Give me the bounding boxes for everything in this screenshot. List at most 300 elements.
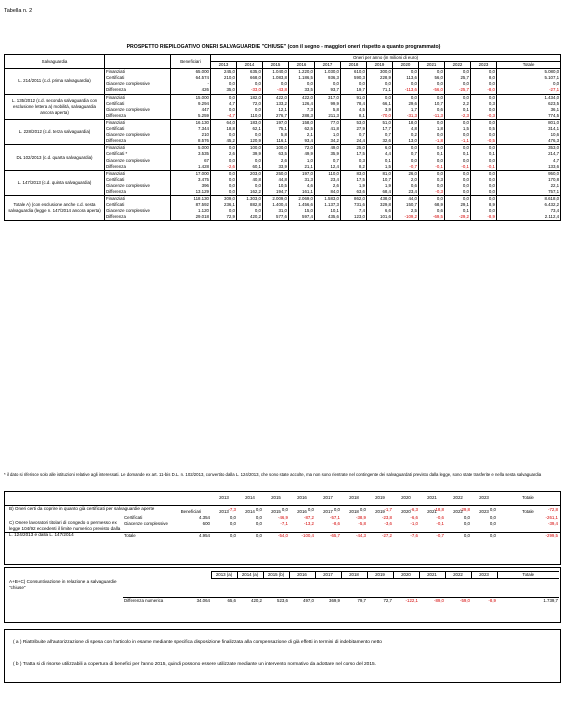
row-kind: Differenza numerica	[123, 597, 171, 604]
year-value: 0,0	[471, 177, 497, 183]
year-value: 6,0	[367, 145, 393, 152]
year-value: 0,0	[471, 145, 497, 152]
year-value: 51,0	[367, 119, 393, 126]
year-value: 228,9	[367, 75, 393, 81]
year-value: 0,0	[307, 507, 314, 513]
beneficiari-value: 5.259	[171, 113, 211, 120]
year-value: 77,0	[315, 119, 341, 126]
year-header: 2017	[323, 495, 333, 500]
section-c-table	[123, 509, 559, 539]
row-kind: Giacenze complessive	[124, 521, 168, 527]
year-value: 18,0	[393, 119, 419, 126]
total-value: 1.434,0	[544, 94, 560, 100]
year-value: 0,0	[445, 119, 471, 126]
beneficiari-value: 1.120	[171, 208, 211, 214]
row-kind: Finanziati	[105, 196, 171, 203]
year-value: 1.186,5	[289, 75, 315, 81]
year-value: 1,0	[289, 158, 315, 164]
year-value: -8,6	[332, 521, 340, 527]
total-value: 5.107,1	[544, 75, 560, 81]
year-value: 0,0	[419, 145, 445, 152]
year-value: 79,7	[341, 597, 367, 604]
table-row	[5, 145, 561, 152]
year-header: 2017	[315, 572, 341, 579]
year-value: 93,4	[289, 138, 315, 145]
year-value: 0,0	[419, 170, 445, 177]
year-value: 0,0	[393, 158, 419, 164]
main-table	[4, 54, 560, 472]
year-value: 0,0	[445, 69, 471, 76]
totale-header: Totale	[497, 62, 561, 69]
footnote: * il dato si riferisce solo alle istituzioni relative agli interessati. Le domande ex art. 11-bis D.L. n. 102/2013, convertito dalla L. 124/2013, che sono state accolte, ma non sono rientrate nel contingente dei salvaguardati previsto dalla legge, sono state trasferite e nella sesta salvaguardia	[4, 472, 542, 477]
year-value: 0,0	[489, 507, 496, 513]
year-value: 41,8	[315, 126, 341, 132]
year-value: 0,0	[445, 94, 471, 101]
total-value: 774,5	[497, 113, 561, 120]
section-b-label: B) Oneri certi da coprire in quanto già certificati per salvaguardie aperte	[9, 506, 155, 511]
year-value: 78,4	[341, 101, 367, 107]
total-value: 5.080,0	[544, 69, 560, 75]
total-value: -299,5	[545, 533, 558, 539]
year-value: 44,0	[393, 196, 419, 203]
table-row	[5, 94, 561, 101]
year-header: 2013	[211, 62, 237, 69]
year-value: -89,0	[419, 597, 445, 604]
beneficiari-value: 9.294	[171, 101, 211, 107]
year-value: 72,0	[237, 101, 263, 107]
year-value: 0,7	[393, 151, 419, 157]
year-value: 1,5	[445, 126, 471, 132]
section-d-label: A+B+C) Consuntivazione in relazione a salvaguardie "chiuse"	[9, 579, 117, 590]
year-value: 101,6	[367, 214, 393, 221]
row-kind: Certificati *	[105, 151, 171, 157]
year-value: 1,8	[419, 126, 445, 132]
total-value: 214,7	[548, 151, 560, 157]
year-value: -100,4	[301, 533, 314, 539]
year-value: 0,0	[471, 189, 497, 196]
year-value: 0,0	[255, 507, 262, 513]
year-value: -0,1	[471, 164, 497, 171]
year-value: -1,8	[419, 138, 445, 145]
year-value: 0,0	[419, 158, 445, 164]
row-kind: Giacenze complessive	[105, 81, 171, 87]
year-value: -0,7	[436, 533, 444, 539]
year-header: 2022	[453, 509, 463, 514]
year-value: -54,0	[277, 533, 288, 539]
beneficiari-value: 5.000	[171, 145, 211, 152]
year-value: 15,0	[289, 208, 315, 214]
year-header: 2018	[341, 572, 367, 579]
year-value: 0,0	[211, 189, 237, 196]
total-value: -39,4	[547, 521, 558, 527]
beneficiari-value: 3.475	[171, 177, 211, 183]
year-value: -23,8	[381, 515, 392, 521]
year-value: 56,0	[419, 75, 445, 81]
total-value: 1.739,7	[497, 597, 559, 604]
year-value: 1.220,0	[289, 69, 315, 76]
group-label: L. 135/2012 (c.d. seconda salvaguardia con esclusione lettera a) mobilità, salvaguardia ancora aperta)	[5, 94, 105, 119]
year-value: -7,1	[280, 521, 288, 527]
year-header: 2020	[401, 495, 411, 500]
year-value: 26,0	[393, 170, 419, 177]
year-value: 68,4	[367, 189, 393, 196]
header-empty	[105, 55, 171, 69]
year-value: 35,9	[315, 151, 341, 157]
year-value: 93,7	[315, 87, 341, 94]
year-value: 0,7	[315, 158, 341, 164]
year-value: 420,2	[237, 597, 263, 604]
row-kind: Finanziati	[105, 170, 171, 177]
year-value: 0,0	[237, 158, 263, 164]
year-header: 2023	[471, 572, 497, 579]
year-value: 8,2	[341, 164, 367, 171]
year-value: 0,0	[211, 158, 237, 164]
year-value: 2,1	[289, 132, 315, 138]
year-value: 0,0	[211, 208, 237, 214]
year-value: 33,9	[263, 164, 289, 171]
year-value: -43,8	[263, 87, 289, 94]
year-header: 2018	[349, 495, 359, 500]
beneficiari-value: 87.592	[171, 202, 211, 208]
year-value: 0,0	[489, 515, 496, 521]
year-header: 2013	[219, 495, 229, 500]
year-header: 2018	[341, 62, 367, 69]
year-value: 0,0	[237, 81, 263, 87]
year-value: 75,1	[263, 126, 289, 132]
year-value: 0,0	[419, 69, 445, 76]
year-value: 10,5	[263, 183, 289, 189]
beneficiari-value: 396	[171, 183, 211, 189]
total-value: 476,3	[497, 138, 561, 145]
year-value: 250,0	[263, 170, 289, 177]
row-kind: Certificati	[105, 126, 171, 132]
year-value: 0,0	[237, 107, 263, 113]
year-value: -65,7	[329, 533, 340, 539]
year-value: 29,6	[393, 101, 419, 107]
year-value: 91,0	[341, 94, 367, 101]
year-value: 0,0	[393, 69, 419, 76]
section-d-table	[123, 571, 559, 604]
year-value: 24,4	[341, 138, 367, 145]
year-value: 0,0	[445, 158, 471, 164]
total-value: 170,8	[548, 176, 560, 182]
totale-header: Totale	[522, 495, 534, 500]
year-value: 0,0	[445, 132, 471, 138]
year-value: -5,8	[358, 521, 366, 527]
beneficiari-value: 34.064	[171, 597, 211, 604]
year-value: 161,1	[289, 189, 315, 196]
year-value: 0,1	[471, 151, 497, 157]
year-value: 0,0	[211, 94, 237, 101]
year-value: 2,0	[393, 177, 419, 183]
section-c-label: C) Onere lavoratori titolari di congedo o permesso ex legge 104/92 eccedenti il limite numerico previsto dalla L. 124/2013 e dalla L. 147/2014	[9, 520, 121, 537]
year-header: 2019	[367, 572, 393, 579]
year-value: 936,3	[315, 75, 341, 81]
year-value: 10,1	[315, 208, 341, 214]
year-value: 23,4	[315, 177, 341, 183]
year-value: -29,2	[445, 214, 471, 221]
year-value: 12,4	[315, 164, 341, 171]
year-header: 2019	[375, 509, 385, 514]
year-value: 0,0	[471, 208, 497, 214]
year-value: 236,1	[211, 202, 237, 208]
year-value: 0,0	[471, 107, 497, 113]
year-value: 120,9	[237, 138, 263, 145]
beneficiari-value: 447	[171, 107, 211, 113]
year-header: 2023	[479, 509, 489, 514]
year-value: 0,0	[419, 94, 445, 101]
year-value: 0,0	[445, 170, 471, 177]
year-value: 0,0	[211, 107, 237, 113]
row-kind: Certificati	[105, 177, 171, 183]
group-label: DL 102/2013 (c.d. quarta salvaguardia)	[5, 145, 105, 170]
year-header: 2013 (a)	[211, 572, 237, 579]
year-value: 10,7	[419, 101, 445, 107]
year-header: 2021	[419, 572, 445, 579]
year-value: 0,0	[471, 158, 497, 164]
total-value: 10,6	[550, 132, 560, 138]
year-value: 66,1	[367, 101, 393, 107]
year-value: 862,0	[341, 196, 367, 203]
year-value: 35,0	[211, 87, 237, 94]
year-value: 3,9	[367, 107, 393, 113]
year-value: -29,8	[459, 507, 470, 513]
beneficiari-value: 8.576	[171, 138, 211, 145]
year-header: 2020	[401, 509, 411, 514]
year-value: 0,6	[419, 208, 445, 214]
year-value: 0,0	[445, 183, 471, 189]
year-value: 45,2	[211, 138, 237, 145]
year-header: 2019	[375, 495, 385, 500]
year-value: 25,0	[341, 145, 367, 152]
year-value: 1.456,6	[289, 202, 315, 208]
year-value: 0,0	[237, 183, 263, 189]
row-kind: Certificati	[105, 75, 171, 81]
year-header: 2022	[445, 62, 471, 69]
year-value: -18,8	[433, 507, 444, 513]
year-value: 0,7	[341, 132, 367, 138]
row-kind: Giacenze complessive	[105, 158, 171, 164]
year-value: 7,4	[341, 208, 367, 214]
row-kind: Giacenze complessive	[105, 208, 171, 214]
year-value: -0,7	[393, 164, 419, 171]
total-value: 623,5	[548, 100, 560, 106]
group-label: L. 228/2012 (c.d. terza salvaguardia)	[5, 119, 105, 144]
beneficiari-value: 15.000	[171, 94, 211, 101]
year-value: -6,6	[410, 515, 418, 521]
year-value: 0,0	[489, 521, 496, 527]
year-value: 39,9	[237, 151, 263, 157]
year-value: 72,0	[289, 145, 315, 152]
year-value: 62,5	[289, 126, 315, 132]
total-value: 0,0	[553, 81, 560, 87]
year-value: 5,8	[315, 107, 341, 113]
year-value: -69,5	[419, 214, 445, 221]
year-value: 369,9	[315, 597, 341, 604]
year-value: 497,0	[289, 597, 315, 604]
total-value: -261,1	[545, 515, 558, 521]
year-value: 1.040,0	[263, 69, 289, 76]
year-value: 0,0	[471, 94, 497, 101]
beneficiari-value: 13.129	[171, 189, 211, 196]
year-value: 0,0	[471, 196, 497, 203]
year-value: 4,8	[393, 126, 419, 132]
year-header: 2021	[427, 495, 437, 500]
year-value: -0,1	[419, 164, 445, 171]
year-value: 0,0	[211, 132, 237, 138]
year-value: 0,6	[419, 107, 445, 113]
year-value: 635,0	[237, 69, 263, 76]
notes-box	[4, 629, 561, 683]
year-header: 2021	[427, 509, 437, 514]
year-value: -57,1	[329, 515, 340, 521]
year-value: 0,0	[255, 533, 262, 539]
beneficiari-value: 65.000	[171, 69, 211, 76]
table-row	[5, 170, 561, 177]
year-value: 162,2	[237, 189, 263, 196]
year-value: 0,0	[463, 521, 470, 527]
year-value: 25,7	[445, 75, 471, 81]
total-value: 2.112,4	[497, 214, 561, 221]
year-value: -0,3	[419, 189, 445, 196]
total-value: 22,1	[550, 182, 560, 188]
year-header: 2014	[245, 495, 255, 500]
year-value: -0,5	[471, 138, 497, 145]
year-value: 0,1	[445, 107, 471, 113]
year-value: 523,6	[263, 597, 289, 604]
year-value: 0,7	[367, 132, 393, 138]
year-value: 158,0	[289, 119, 315, 126]
year-value: -33,0	[237, 87, 263, 94]
section-d	[4, 567, 561, 623]
year-value: -0,6	[436, 515, 444, 521]
row-kind: Differenza	[105, 113, 171, 120]
year-value: 27,9	[341, 126, 367, 132]
year-value: 2.009,0	[263, 196, 289, 203]
year-value: 2,6	[263, 158, 289, 164]
section-c	[4, 505, 561, 565]
row-kind: Differenza	[105, 214, 171, 221]
year-header: 2015	[271, 495, 281, 500]
year-header: 2015	[263, 62, 289, 69]
year-value: 99,9	[315, 101, 341, 107]
year-value: 1,0	[315, 132, 341, 138]
table-row	[5, 196, 561, 203]
year-value: 2,2	[445, 101, 471, 107]
year-value: 32,6	[367, 138, 393, 145]
year-value: 0,0	[281, 507, 288, 513]
year-value: 1,5	[367, 164, 393, 171]
year-value: -2,3	[445, 113, 471, 120]
total-value: 757,1	[497, 189, 561, 196]
year-header: 2013	[219, 509, 229, 514]
year-value: -8,9	[471, 214, 497, 221]
year-value: 1.303,0	[237, 196, 263, 203]
year-value: 49,0	[315, 145, 341, 152]
year-value: 17,5	[341, 151, 367, 157]
header-salvaguardia: Salvaguardia	[5, 55, 105, 69]
year-value: 100,0	[237, 145, 263, 152]
year-value: 0,0	[489, 533, 496, 539]
beneficiari-value: 7.344	[171, 126, 211, 132]
year-value: 0,0	[419, 81, 445, 87]
beneficiari-value: 4.354	[199, 515, 210, 521]
year-value: 0,0	[419, 119, 445, 126]
year-value: 0,0	[445, 81, 471, 87]
row-kind: Certificati	[105, 101, 171, 107]
year-value: -59,0	[445, 597, 471, 604]
year-header: 2016	[289, 572, 315, 579]
year-value: 0,2	[393, 132, 419, 138]
table-row	[5, 69, 561, 76]
year-value: 0,3	[341, 158, 367, 164]
year-value: 84,0	[315, 189, 341, 196]
year-value: -2,6	[211, 164, 237, 171]
year-value: 1,9	[341, 183, 367, 189]
year-value: -8,9	[471, 597, 497, 604]
year-value: 0,1	[445, 208, 471, 214]
total-value: 801,0	[548, 119, 560, 125]
year-value: 4,7	[211, 101, 237, 107]
year-value: 0,0	[463, 515, 470, 521]
year-header: 2020	[393, 572, 419, 579]
year-value: 245,0	[211, 69, 237, 76]
year-value: 2,6	[315, 183, 341, 189]
year-value: -122,1	[393, 597, 419, 604]
year-value: 60,1	[237, 164, 263, 171]
row-kind: Totale	[124, 533, 136, 539]
year-value: 71,1	[367, 87, 393, 94]
year-value: 0,1	[445, 151, 471, 157]
beneficiari-value: 600	[202, 521, 210, 527]
total-value: 4,7	[553, 157, 560, 163]
year-value: 0,0	[211, 145, 237, 152]
year-value: 0,0	[229, 515, 236, 521]
year-header: 2016	[297, 509, 307, 514]
year-value: 1,7	[393, 107, 419, 113]
beneficiari-value: 4.954	[199, 533, 210, 539]
year-value: 0,0	[333, 507, 340, 513]
table-row	[123, 521, 559, 527]
year-header: 2017	[315, 62, 341, 69]
year-value: 0,0	[445, 177, 471, 183]
year-header: 2023	[471, 62, 497, 69]
year-value: 0,0	[341, 81, 367, 87]
year-value: 610,0	[341, 69, 367, 76]
year-value: 882,8	[237, 202, 263, 208]
year-value: 329,8	[367, 202, 393, 208]
beneficiari-value: 210	[171, 132, 211, 138]
year-value: 309,0	[211, 196, 237, 203]
year-value: -0,1	[436, 521, 444, 527]
year-value: 197,0	[263, 119, 289, 126]
year-value: -113,6	[393, 87, 419, 94]
year-value: 0,0	[471, 81, 497, 87]
year-value: 100,0	[263, 145, 289, 152]
year-value: 133,2	[263, 101, 289, 107]
year-value: 0,0	[393, 94, 419, 101]
year-value: 0,0	[255, 515, 262, 521]
total-value: 950,0	[548, 170, 560, 176]
row-kind: Certificati	[124, 515, 143, 521]
year-value: 12,1	[263, 107, 289, 113]
year-value: 577,6	[263, 214, 289, 221]
year-value: 731,6	[341, 202, 367, 208]
year-header: 2021	[419, 62, 445, 69]
year-header: 2015 (b)	[263, 572, 289, 579]
table-row	[123, 533, 559, 539]
year-header: 2022	[445, 572, 471, 579]
